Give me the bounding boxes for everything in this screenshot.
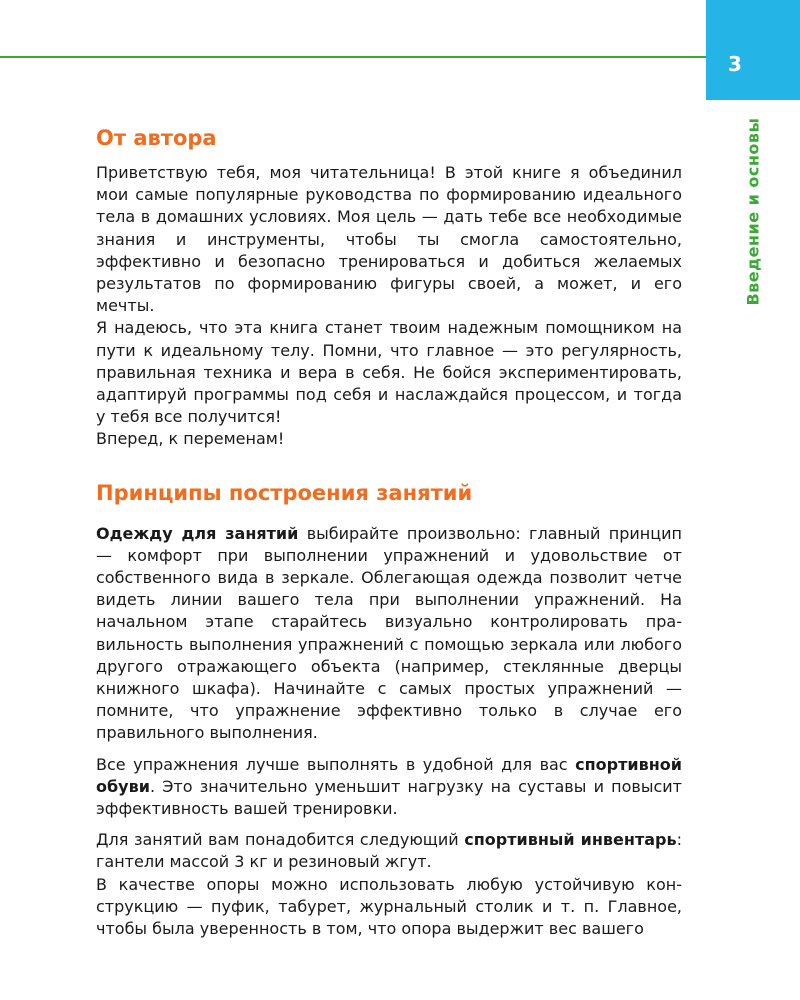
shoes-text-after: . Это значительно уменьшит нагрузку на суставы и повысит эффективность вашей тренировки.	[96, 776, 682, 819]
author-paragraph-1: Приветствую тебя, моя читательница! В этой книге я объединил мои самые популярные руководства по формированию идеального тела в домашних условиях. Моя цель — дать тебе все необходимые знания и инструменты, чтобы ты смогла самостоятельно, эффективно и безопасно тренироваться и добиться желаемых результатов по формированию фигуры своей, а может, и его мечты.	[96, 163, 682, 316]
section-side-label	[743, 108, 763, 314]
clothing-paragraph	[96, 523, 682, 745]
author-heading: От автора	[96, 126, 217, 150]
author-section	[96, 114, 682, 451]
shoes-text-before: Все упражнения лучше выполнять в удобной для вас	[96, 754, 576, 774]
equipment-text-after: : гантели массой 3 кг и резиновый жгут.	[96, 830, 682, 872]
equipment-paragraph	[96, 829, 682, 873]
page-number-tab	[706, 0, 800, 100]
clothing-term: Одежду для занятий	[96, 523, 299, 543]
support-paragraph: В качестве опоры можно использовать любую устойчивую конструкцию — пуфик, табурет, журнальный столик и т. п. Главное, чтобы была уверенность в том, что опора выдержит вес вашего	[96, 874, 682, 939]
equipment-term: спортивный инвентарь	[464, 830, 677, 850]
shoes-paragraph	[96, 754, 682, 821]
author-paragraph-2: Я надеюсь, что эта книга станет твоим надежным помощником на пути к идеальному телу. Помни, что главное — это регулярность, правильная техника и вера в себя. Не бойся экспериментировать, адаптируй программы под себя и наслаждайся процессом, и тогда у тебя все получится!	[96, 318, 682, 427]
page-content	[96, 108, 682, 940]
shoes-term: спортивной обуви	[96, 754, 682, 796]
clothing-text: выбирайте произвольно: главный принцип — комфорт при выполнении упражнений и удовольствие от собственного вида в зеркале. Облегающая одежда позволит четче видеть линии вашего тела при выполнении упражнений. На начальном этапе старайтесь визуально контролировать правильность выполнения упражнений с помощью зеркала или любого другого отражающего объекта (например, стеклянные дверцы книжного шкафа). Начинайте с самых простых упражнений — помните, что упражнение эффективно только в случае его правильного выполнения.	[96, 523, 682, 743]
header-rule	[0, 56, 706, 58]
author-paragraph-3: Вперед, к переменам!	[96, 429, 285, 449]
equipment-text-before: Для занятий вам понадобится следующий	[96, 830, 465, 850]
principles-heading: Принципы построения занятий	[96, 480, 473, 505]
section-label-text: Введение и основы	[743, 116, 763, 306]
principles-section	[96, 469, 682, 941]
page-number: 3	[728, 52, 742, 76]
